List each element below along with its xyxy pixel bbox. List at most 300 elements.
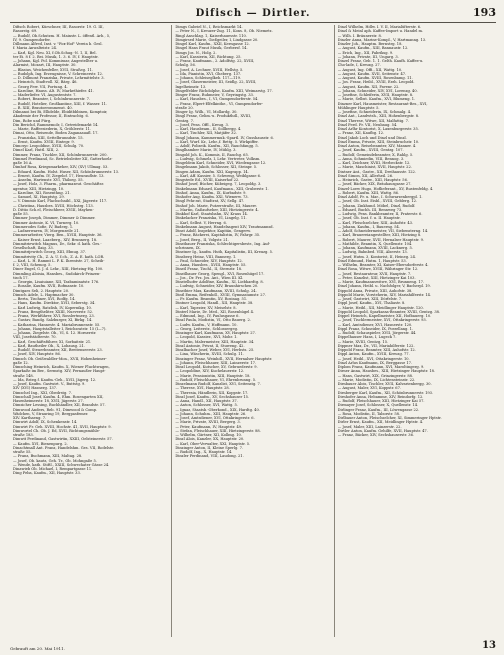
directory-entry: Dinzler Anna, Marine-Kompl., V, Hartmanng. 13. xyxy=(337,37,427,42)
directory-entry: Dingold Joh. K., Kommis, II, Rauchg. 65. xyxy=(175,152,249,157)
directory-entry: — Karl, Tapezier, XV, Meiselstr. 8. xyxy=(175,305,237,310)
directory-entry: — Fr. Kaufm. Beamtin, XV, Rosinag. 51. xyxy=(175,297,248,301)
directory-entry: Dimwirt Fr. Geh. XVIII, Hochstr. 41, XVII, Hauptstr. 9. xyxy=(13,424,112,429)
directory-entry: Dinstl Franz, Tischl., II, Sternstr. 18. xyxy=(175,267,243,272)
directory-entry: — D. Dillmont Franziska, Private, Lehrmittelstr. 3. xyxy=(13,76,105,80)
directory-entry: — Wende, kath. Stiftl., XXIII, Schwechater Gässe 24. xyxy=(13,462,110,467)
directory-entry: — Kaiser Ernst, Laaeberg., XIV, Brunnerg. 18. xyxy=(13,237,98,242)
directory-entry: Dimgs Jos. N., Holg. 2. xyxy=(175,50,217,55)
directory-entry: Dinstbauer Franziska, Schlechtigersbestr., Ing. Auf- xyxy=(175,241,270,246)
directory-entry: — Theresia, Händlerin, XII, Koppstr. 17. xyxy=(175,390,249,395)
directory-entry: Dinzl Wilhelm, Hdlw. I. V. II, Marialüfterstr. 6. xyxy=(337,25,422,29)
directory-entry: — Ludwig, Schneider, XIV, Braunhirschen 20. xyxy=(175,284,259,289)
directory-entry: — Karl, Bautheiler Ob., X, Lobausg. 21. xyxy=(13,343,85,348)
directory-entry: — Marie, Pensionistin, XIII, Hauptstr. 18. xyxy=(175,373,251,378)
directory-entry: — Marie, Raffeesiederin, X, Gröhlerstr. 11. xyxy=(13,127,92,131)
directory-entry: — Marie, XVIII, Gentzg. 15. xyxy=(337,339,389,344)
directory-entry: Dirnhofer Anna, Hebamme, XIV, Reindorfg. 12. xyxy=(337,394,424,399)
directory-entry: — Rudolf, Steuerbeamter, XII, Breitenseerstr. 23. xyxy=(13,348,103,352)
directory-entry: Dimmel Ferdinand, Sc. Betriebsleiter XII, Gatterhoelz- xyxy=(13,156,113,161)
directory-entry: Cho-lade, I, Kreuzg. 27. xyxy=(337,63,381,68)
directory-entry: Dinzl Arlus Kaufmann, IX, Berggasse 17. xyxy=(337,360,413,365)
directory-entry: gaße 16 A. xyxy=(13,161,33,165)
directory-entry: Dinzinger Anton, II, Kleine Sperlg. 7. xyxy=(175,445,244,450)
directory-entry: — Karl, L. H. Rammt L. P. K. Ihrentstr. 27, Scheib- xyxy=(13,258,105,263)
directory-entry: Dinzl Edmund, Hutm. 1, Hauptstr. 53. xyxy=(337,258,407,263)
directory-entry: straße 20. xyxy=(175,105,194,110)
directory-entry: Ringl Anschlag. 1, Kaiserhauesstr. 110. xyxy=(175,33,247,38)
directory-entry: — Josef, Gastwirt, XIII, Dörfelstr. 7. xyxy=(337,297,403,301)
directory-entry: — Johann, Fleischhauer, XIII, Lainzerstr. 17. xyxy=(175,360,257,365)
directory-entry: Dippel Heinrich, Kapellmeister, XII, Hofbauerg. 10. xyxy=(337,314,432,318)
directory-entry: agentur, XIII, Hietzingg. 10. xyxy=(13,186,65,191)
directory-entry: Dimwirt Adolf, IX, Schenkenstr. 14. xyxy=(13,420,78,425)
directory-entry: Dippold Franz, Beamter, XIII, Auhofstr. 12. xyxy=(337,348,416,352)
directory-entry: Dinzl Johann, Heibl. u. Nachfolger, V, Bacherpl. 19. xyxy=(337,284,431,289)
directory-entry: — Hans, Gastwirt, XIX, Grinzingerstr. 88. xyxy=(337,373,414,378)
directory-entry: Dimsch Ob. Geißwaldler-Mon., XVII, Hohenheimer- xyxy=(13,356,107,361)
directory-entry: Dingl Johann, Kammermuk.-Spartl. IV, Gusshausstr. 6. xyxy=(175,135,274,140)
directory-entry: — Josef, Ob. Inst. f. u. II. Hauptstr. xyxy=(337,216,401,221)
directory-entry: Din Berichd, Rammemolr, I, Getreidemarkt 14. xyxy=(13,122,99,127)
directory-entry: — Anton, Schlosser, XVI, Wattg. 5. xyxy=(175,403,238,408)
directory-entry: — August, Kaufm. XVIII, Rosenbamg. 11. xyxy=(337,76,413,80)
directory-entry: Dinger Franz, Ruhmeier, V, Geyringstg. 33. xyxy=(175,93,254,97)
directory-entry: Dimmitrivity Ch., Z. A. U. f.ch., Z. A. E. kath. LOR. xyxy=(13,254,105,259)
directory-entry: Dinachtmall Ant. Franz, Handelshm. Ges. VII, Rodelstr. xyxy=(13,445,114,450)
directory-entry: — Karl, Brauereiangestellter, XIII, Hietzing 8. xyxy=(337,233,422,238)
directory-entry: — Karl, Kassierin, XII, Richtung. 25. xyxy=(175,54,242,59)
directory-entry: Rasorstg. 69. xyxy=(13,29,38,34)
directory-entry: — Anselm, Hartenstr. XVI, Thiloeg. 55. xyxy=(13,178,84,182)
directory-entry: — Karl, Selbst. V, Herrng. 6. xyxy=(175,220,227,225)
directory-entry: — Blasius, Weichenfeller, XVII, Straßeg. 11. xyxy=(13,67,93,72)
directory-entry: — Franz, XII, Kaufbg. 12. xyxy=(337,131,384,136)
directory-entry: Dippl Franz, Schneider, IX, Porzellang. 1. xyxy=(337,326,414,331)
directory-entry: — Josef, A. Lechner, XVIII, Hellstg. 5. xyxy=(175,67,244,72)
directory-entry: Dimwortel Ch. Ob. J. Ed, XVII, Richtungsmühle- xyxy=(13,428,100,433)
directory-entry: Dimmer Antonie, K. VI, Turnerg. 10. xyxy=(13,220,80,225)
directory-entry: Dinstlbauer Georg, Spengl., XVI, Rosenhügel 17. xyxy=(175,271,265,276)
directory-entry: — Edmund, Ing., IV, Paulusgasse 6. xyxy=(175,314,240,318)
directory-entry: Dillmann Alfred, Inst. v. "Fox-Hof" Verein b. Gesl. xyxy=(13,42,103,46)
directory-entry: — Erich, Ing., XII, Fabriksg. 9. xyxy=(337,50,394,55)
directory-entry: — Eduard, Kaufm. Holst. Huser, XII, Schönbrunnerstr. 13. xyxy=(13,169,119,174)
directory-entry: Dinterl Marie, Dr. Med., XII, Rosenhügel 4. xyxy=(175,309,254,314)
directory-entry: — Franz, Bäckerei, Kapitalistin, IV, Fahrgr. 35. xyxy=(175,233,261,238)
directory-entry: — Ernest, Kaufm. IV, Ziegelof. 17, Heurauflstr. 13. xyxy=(13,173,105,178)
directory-entry: Dimschall Josef, Kaufm. 4, Ehm. Rosengarten XII, xyxy=(13,394,104,399)
directory-entry: Dinstbier Max, Kaufmann, XVIII, Schulg. 24. xyxy=(175,288,257,293)
directory-entry: — Karl, Geschäftsführer, XI, Sorbaitstr. 21. xyxy=(13,339,92,344)
directory-entry: — Rosa, Modistin, II, Taborstr. 58. xyxy=(337,411,401,416)
directory-entry: Dippold Leopold, Sparkassa-Beamter, XVIII, Gentzg. 38. xyxy=(337,309,441,314)
directory-entry: Dinzler Joh., Hauptm. Bernstrg. 18. xyxy=(337,42,403,46)
directory-entry: — Rudolph, Ing. Erzeugnisse, V. Schreinerstr. 12. xyxy=(13,71,103,76)
directory-entry: Dinhof, Anna, Kaufm., IX, Kurbadstr. 9. xyxy=(175,190,247,195)
column-1 xyxy=(10,25,172,637)
directory-entry: — Robert, Maurer, XVII, Hernalser Hauptstr. 9. xyxy=(337,237,425,242)
directory-entry: Dimschel Ing., XXI, Obedrstg. 7. xyxy=(13,390,73,395)
directory-entry: Dimsch Adele, L. Haptmacher 30. xyxy=(13,292,75,297)
directory-entry: XIV. Karthaeng. 7. xyxy=(13,416,47,420)
directory-entry: — Josef, Hutm. 3, Kontorist, II, Heineg. 24. xyxy=(337,254,417,259)
directory-entry: — Lina, Wäscherin, XVIII, Schulg. 11. xyxy=(175,352,244,357)
directory-entry: — Jos. Franz, Heibl., XVIII, Erzh. Leopold. xyxy=(337,80,415,85)
directory-entry: — Josef, Ob. kautz, Geh. Tr., Ob. Mohngaße 5. xyxy=(13,458,97,463)
directory-entry: — Johann, Schuhm., XIII, Hauptstr. 26. xyxy=(175,411,247,416)
directory-entry: — Adolf, Schneidermeister, VII, Siebensterng. 14. xyxy=(337,229,429,233)
directory-entry: — Johann, Zinkhund. Möbel, Dinzl, Rudolf. xyxy=(337,203,416,208)
directory-entry: Dinkelacker Franziska, VI, Lingelg. 11. xyxy=(175,216,247,221)
directory-entry: Dimtgaes Seli, 2. Hauptstr. 20. xyxy=(13,288,70,293)
directory-entry: — Samuel, XI, Hauptstg. 29. xyxy=(13,195,65,199)
directory-entry: Dinzl Paula, Modistin, VI, Otto Bauerg. 2. xyxy=(175,318,251,323)
directory-entry: — Martin, Gaßaufseher, XIII, Hietzingerstr. 4. xyxy=(175,207,259,212)
directory-entry: — Josef, Pens. Offl., Kreug. 3. xyxy=(175,122,229,127)
directory-entry: Dirtler Anton, Kaufm. Gehilfe, XVII, Hauptstr. 47. xyxy=(337,428,428,433)
directory-entry: Difisch Robert, Kürschner, III, Rasorstr. 19. G. III, xyxy=(13,25,104,29)
directory-entry: Dimmitrijewitch Georg, XIII, Ebnug. 37. xyxy=(13,250,87,255)
directory-entry: — Josef, Amtsdiener, XVI, Ottakringerstr. 6. xyxy=(175,416,255,420)
page-header xyxy=(10,6,496,20)
directory-entry: Akademie der Professor, II, Eintrachtg. 6. xyxy=(13,114,89,119)
directory-entry: — Marie, Kaufmannswitwe, XVI, Brunneng. 17. xyxy=(337,280,425,284)
directory-entry: — Wilhelm, Beamter, XI, Kaiser-Ebersdorferstr. 4. xyxy=(337,263,429,267)
directory-entry: Gesellschaft, Ilaig. 33. xyxy=(13,246,54,250)
directory-entry: — Franz, Kaufmann., 2. Adolfstg. 22, XVIII, xyxy=(175,59,255,63)
directory-entry: — Josefine, Schleiferin, XVII, Hauptstr. 8. xyxy=(337,93,414,97)
directory-entry: — Franz, Werkführer, XVI, Rosslertmerg. 23. xyxy=(13,314,95,318)
directory-entry: — Stefan, Fleischhauer, XIII, Hietzingerstr. 88. xyxy=(175,428,261,433)
directory-entry: — Ludwig, Pens. Bankbeamter, II, Praterstr. 6. xyxy=(337,212,423,216)
directory-entry: — Josef, Kaufm. Gastwirt. V., Buttstg. 9. xyxy=(13,382,86,386)
directory-entry: Dirler Ernst, Kaufm., XII, Meidlinger Hptstr. 4. xyxy=(337,420,424,425)
directory-entry: — Ludwig, Schmelz, I, Lehr. Vertreter, Volksm. xyxy=(175,156,261,161)
directory-entry: — Josef, Kaufm., XVIII, Gentzg. 107. xyxy=(337,148,404,153)
directory-entry: — Karl, Hausbes., I, VI, Gumpendorferstr. 54. xyxy=(175,97,259,102)
directory-entry: Dinhof Joh. Marie, Putzerstraße, III, Mauerr. xyxy=(175,203,257,208)
directory-entry: straße 55. xyxy=(13,450,32,454)
directory-entry: Dinzl Arlhr Kontorist, X, Laxenburgerstr. 35. xyxy=(337,127,419,131)
directory-entry: — Josefine, Schneiderin, IX, Schmalg. 4. xyxy=(337,110,412,114)
directory-entry: Alarmist, Mozart, III, Hauptstr. 30. xyxy=(13,63,77,68)
directory-entry: Dimmer, Franz, Tischler, XII, Schönbrunnerstr. 200. xyxy=(13,152,108,157)
directory-entry: Dippelhauser Hans, I, Lugeck 7. xyxy=(337,335,397,340)
directory-entry: f. 2, VIII, Schenog. 5. xyxy=(13,263,52,267)
directory-entry: Dingel Karl, Kaufm., XXII, Kerngasse 12. xyxy=(175,42,250,46)
imprint-note: Gebrauft am 20. Mai 1911. xyxy=(10,646,65,651)
directory-entry: Wädchen, V, Strauring 19, Bergpasfemer. xyxy=(13,411,89,416)
directory-entry: Dinzl Adolf, Fr. u. Mar., I. Schwarzenbergpl. 1. xyxy=(337,195,423,199)
directory-entry: Dirnberger Karl, Kaufm., XII, Schönbrunnerstr. 193. xyxy=(337,390,434,395)
directory-entry: Dinkelmann August, Handelsagent XIV, Trautmannsd. xyxy=(175,224,274,229)
directory-entry: Dimmitriewitch Magnus, Dr., Sekr. d. kath. Ges.- xyxy=(13,241,102,246)
directory-entry: — Karl Ludwig, Ratzlish, IV, Kopernikg. 10. xyxy=(13,305,92,310)
directory-entry: — Josef, Tischlermeister, XVI, Ottakringerstr. 93. xyxy=(337,318,427,323)
directory-entry: Dippold Marie, Vorsteherin, XIV, Mariahilferstr. 14. xyxy=(337,292,432,297)
directory-entry: — Johann, Kgl. Pol. Kommissar, Angestellter u. xyxy=(13,59,99,63)
directory-entry: Dinzl Ant., Landwtsh., XIII, Hohenbergstr. 8. xyxy=(337,114,420,119)
directory-entry: — Ladnerwaren, IV, Morgenzeile 21. xyxy=(13,229,80,233)
directory-entry: Dinzl & Meinl aph. Kaffee-Import u. Handel m. xyxy=(337,29,424,34)
directory-entry: — Josef, XIV, Hauptstr. 86. xyxy=(13,352,61,357)
directory-entry: Dinsberg Heinz, VIII, Bannerg. 1. xyxy=(175,254,237,259)
directory-entry: — Franz, Buchmann, XIII, Maltag. 28. xyxy=(13,454,83,459)
directory-entry: — Ernst, Kaufm. XVIII, Eintegr. 9. xyxy=(13,139,75,144)
directory-entry: — Franz, Bengtheliter, XXIII, Nueverstr. 52. xyxy=(13,309,94,314)
directory-entry: — Heinrich, Gastw., XIII, Hauptstr. 56. xyxy=(337,178,409,182)
directory-entry: — August, Maler, XVI, Koppstr. 67. xyxy=(337,386,402,391)
directory-entry: Ingelheimstr. 13. xyxy=(175,84,207,89)
directory-entry: — Karl, Fleischselcher, XIII, Auhofstr. 43. xyxy=(337,220,414,225)
directory-entry: VIII, Josefstädterstr. 70. xyxy=(13,335,57,340)
directory-entry: tisch 17. xyxy=(13,275,29,280)
directory-entry: — Josef, Glasermeister, III, Seidlg. 22, XVIII, xyxy=(175,80,257,85)
directory-entry: — Johann, Schneider, XIV, XVI, Lorenzg. 40. xyxy=(337,88,418,93)
directory-entry: — Karl, Hausbeam., II, Sollbergg. 4. xyxy=(175,127,242,131)
directory-entry: Dinhofer Aug. Kaufm. XXI, Wienerw. 73. xyxy=(175,195,249,199)
directory-entry: — Katharina, Hannestr. 4. Mariabrunnenstr. 55. xyxy=(13,322,101,327)
directory-entry: — Robert, Kaufm. XIII, Wattg. 86. xyxy=(337,190,400,195)
directory-entry: — Ida, Rsteg.f. Kaufm.-Geh., XVII, Jägerg. 12. xyxy=(13,377,97,382)
directory-entry: Gentzg. 7. xyxy=(175,118,194,123)
directory-entry: — Rudolf, Schauspieler, XVII, Jörgerstr. 44. xyxy=(337,331,417,335)
column-2 xyxy=(172,25,334,637)
directory-entry: Dinzel Franz, Geb. 1. 1. Gelth. Kaufh. Kaffee-u. xyxy=(337,59,424,63)
directory-entry: — Leopoldine, XIV, Kuchelauerstr. 12. xyxy=(175,369,245,374)
directory-columns xyxy=(10,25,496,637)
directory-entry: Dingen Adam, Kaufm. XXI, Kagrapp. 14. xyxy=(175,169,249,174)
directory-entry: Dinzl Emma, Private, XIII, Steinbruchstr. 10. xyxy=(337,139,420,144)
directory-entry: Dinst Adolf, Inspektor, Kapitän, Gengerw. xyxy=(175,229,251,233)
directory-entry: — Karl, Zeichner, XVIII, Herbeckstr. 12. xyxy=(337,161,411,165)
page-footer xyxy=(10,639,496,651)
directory-entry: ter Ei. 8 f. 2. Bei. Musik, 1. 3. 6. IV, f. Hauptstr. xyxy=(13,54,99,59)
directory-entry: — Martin, Malermeister, XIII, Hauptstr. 34. xyxy=(175,339,255,344)
directory-entry: Dinawieb Ob. Michael, I, Rempartgasse 11. xyxy=(13,467,93,471)
directory-entry: — Peter, Kanzlist, XIII, Hietzinger Kai 103. xyxy=(337,275,416,280)
directory-entry: — Marie, Maschinist, XVII, Hauptstr. 22. xyxy=(337,165,412,170)
directory-entry: D. Dittio Sch.el, Fleischbeer, XVIII, Mayhen- xyxy=(13,207,94,212)
directory-entry: — Peter N., I, Kreuzer-Zug. 11, Kons. 8, Ob. Niemetz. xyxy=(175,29,273,34)
directory-entry: — Anna, Handl., XII, Hauptstr. 37. xyxy=(175,399,238,403)
directory-entry: gaße 55. xyxy=(13,212,29,216)
directory-entry: Dim, Robe und Fürg. xyxy=(13,118,52,123)
directory-entry: Dinzl Therese, Witwe, XII, Malfattig. 7. xyxy=(337,118,410,123)
directory-entry: — Georg, Leiterstr., Schlossergeg. xyxy=(175,326,239,331)
directory-entry: — Therese, XVI, Hauptstr. 28. xyxy=(175,386,230,391)
directory-entry: — Karoline, Hauss. Alt. IV, Markethiefer. 41. xyxy=(13,88,94,93)
directory-entry: — Karl, Kgl. Neu. XI, f.Ob.Schug.-N. 1, II, Bel. xyxy=(13,50,97,55)
directory-entry: — Berta, Tischner, XVI, Rodfg. 14. xyxy=(13,297,76,301)
directory-entry: — Josef, Bäcker, XIX, Bräuhausgasse 27. xyxy=(337,182,412,187)
directory-entry: — Rudolf, Fleischhauer, VI, Ehrenbrunng. 5. xyxy=(175,377,257,382)
directory-entry: gaße 12. xyxy=(13,360,29,365)
directory-entry: — Johann, Private, III, Ungarg. 3. xyxy=(337,54,399,59)
directory-entry: Dimgs Gabriel N., I, Reichsmarkt 14. xyxy=(175,25,243,29)
directory-entry: — Jos., Dr. Frz. Jos. Ant., Wien III. Kl. xyxy=(175,275,244,280)
directory-entry: Dinzner Karl, Hausmeister, Restaurant-Bes., XVI, xyxy=(337,101,428,106)
directory-entry: Dingelfelder Richdolphe, Kaufm. XIII, Weimarstg. 17. xyxy=(175,88,273,93)
directory-entry: Dimsching Heinrich, Kaufm. X, Wiener Fluchtwagen, xyxy=(13,365,110,369)
directory-entry: — Karl, Aff. Kassier, 5. Schweng, Weiblgasse 6. xyxy=(175,173,262,178)
directory-entry: schrinnen, IX. xyxy=(175,246,201,250)
directory-entry: — Johann, Schleiseglkeb. 117—119. xyxy=(175,76,242,80)
directory-entry: Dintner Leopold, Handl., XII, Hauptstr. 38. xyxy=(175,301,254,306)
directory-entry: Dimwood Anders, Reb. 91, Dimwood & Comp. xyxy=(13,407,98,412)
directory-entry: — Marie, Private, XVIII, Bergerg. 3. xyxy=(175,420,241,425)
directory-entry: Dinzlbacher Josef, Weber, XVI, Herbsts. 25. xyxy=(175,348,255,352)
column-3 xyxy=(335,25,496,637)
directory-entry: Dingl Franz, Gelim.-u. Produkthdl., XVIII, xyxy=(175,114,252,119)
directory-entry: — Franz, Elpert-Elfelkinthe., VI, Gumpendorfer- xyxy=(175,101,264,106)
directory-entry: Ding Feba, Kaufm., XII, Hauptstr. 33. xyxy=(13,471,81,476)
directory-entry: Dinzl Antonie, Privat, II, Stuweng. 42. xyxy=(175,343,245,348)
directory-entry: Dinkhof Karl, Staatsbahn, XV, Kraus 14. xyxy=(175,212,248,216)
directory-entry: Dinzl Josef, Kaufm., XV, Sechshauser 15. xyxy=(175,394,250,399)
directory-entry: — Eduard, Buchh. III, Rennweg 73. xyxy=(337,207,403,212)
directory-entry: — Johann, Hauptstalleiter I, Reichsratstr. 15 (I—7). xyxy=(13,326,107,331)
directory-entry: — Gustav, Bandg. Salzburger, XI, Birkg. 14. xyxy=(13,318,93,323)
directory-entry: — Rosalie, Kaufm. XVII, Rofmanstr. 10. xyxy=(13,284,85,289)
directory-entry: — Josef, Maler, XIII, Lainzerstr. 22. xyxy=(337,424,402,429)
directory-entry: — V. Dimmio Karl, Flachschnibl., XXI, Jägerstr. 117. xyxy=(13,199,108,204)
directory-entry: XIV (XVI) Hasnerg. 137. xyxy=(13,386,58,391)
directory-entry: — Rudolf, Gemeindebeamter, X, Rahlg. 5. xyxy=(337,152,414,157)
directory-entry: — Anna, Schmiedin, VIII, Bennog. 3. xyxy=(337,156,405,161)
directory-entry: — Christina, Hausbes. XVIII, Höchstrg. 113. xyxy=(13,203,94,208)
directory-entry: — Josef, Berg., II, Volgstr. 21. xyxy=(175,237,229,242)
signature-mark: 13 xyxy=(482,640,496,651)
directory-entry: — Wilhelm, Gärtner, XII, Kollmg. 10. xyxy=(175,433,242,437)
directory-entry: — Josef, Heibl., XVI, Ottakringerstr. 10. xyxy=(337,356,410,361)
directory-entry: Dintner Ant., Gastw., XII, Dreihausstr. 122. xyxy=(337,169,416,174)
directory-entry: — Karl, Tischler, XII, Matjäfer 32. xyxy=(175,131,237,136)
directory-entry: Dimmerodes Sofie, IV, Baderg. 1. xyxy=(13,224,74,229)
directory-entry: Dimmer Joseph, Dimmer, Dimmer & Dimmer. xyxy=(13,216,96,221)
directory-entry: Dippner Max, Dr., VII, Mariahilferstr. 122. xyxy=(337,343,415,348)
directory-entry: Dinzl Anton, Reisebeamter, XIV, Manner. 4. xyxy=(337,144,417,148)
directory-entry: — Marie, Modistin, IX, Lichtensteinstr. 22. xyxy=(337,377,416,382)
directory-entry: Dimel Karl, Huttl. XIII, 2. xyxy=(13,148,60,153)
directory-entry: Diner Engel, G. J. d. Lehr., XIII, Hietzing-Hg. 100. xyxy=(13,267,104,272)
directory-entry: — Johann, Kaufm., I, Bauerng. 54. xyxy=(337,224,400,229)
directory-entry: — Ludw. Kaufm., V, Hoffmann. 10. xyxy=(175,322,238,327)
directory-entry: — Rudolf, Ing., X, Hauptstr. 14. xyxy=(175,450,233,454)
directory-entry: — Georgin, Lisaiuiane, XII, Tazbaminatstr. 176. xyxy=(13,280,100,284)
directory-entry: — Johann, Kaufmann, XVIII, Lacknerg. 5. xyxy=(337,246,413,250)
directory-entry: — Rudolf, Hotelier, Großkantine, XIII, f. Wasser. 11. xyxy=(13,101,108,106)
directory-entry: straße 183. xyxy=(13,433,34,437)
directory-entry: straße 148. xyxy=(13,373,34,378)
directory-entry: — August, Kaufm., XIII, Bannaustr. 12. xyxy=(337,46,409,51)
directory-entry: — Anna, Hausbes., XVIII, Hauptstr. 55. xyxy=(175,263,247,267)
page-number: 193 xyxy=(473,6,496,19)
directory-entry: — Robert, Beamter, I, Schönbrunnerstr. 7. xyxy=(13,97,91,102)
directory-entry: Dinkelmann Eduard, Kaufmann., XIII, Gruberstr. 1. xyxy=(175,186,269,191)
directory-entry: — Karl, Ober-Verwalter, XXI, Hauptstr. 5. xyxy=(175,441,251,446)
directory-entry: Dippl Josef, Kaufm., XVI, Thaliastr. 8. xyxy=(337,301,406,306)
directory-entry: Dinzl Simon, XII, Allerheil. 26. xyxy=(337,173,394,178)
directory-entry: Dirnbauer Alois, Tischler, XVII, Kalvarienbergg. 30. xyxy=(337,382,432,386)
directory-entry: Dinzl Jakob Loch und Dinzl und Dinzl. xyxy=(337,135,407,140)
directory-entry: Dinzl Alois, Kanzler, XX, Hauptstr. 20. xyxy=(175,437,245,442)
directory-entry: Schulg. 56. xyxy=(175,63,196,68)
directory-entry: — Maderliefer. VI, Augustentstr. 7. xyxy=(13,93,77,97)
directory-entry: IV, 9. Gumpendorfer. xyxy=(13,37,51,42)
directory-entry: Hasenheimerstr. 18, XVII, Jägerstr. 27. xyxy=(13,399,84,403)
directory-entry: Dilmanoi bei Bi, Ellidelde, Ebiditbbbinen, Komptoir, xyxy=(13,110,108,114)
directory-entry: Dimsicher Lessing, Buchhändler, XII, Brandstr. 57. xyxy=(13,403,106,408)
directory-entry: Dirlbauer Anton, Fleischselcher, XI, Simmeringer Hptstr. xyxy=(337,416,442,420)
directory-entry: — Hans, Kaufm. Direktor, XVII, Seberstg. 34. xyxy=(13,301,96,306)
directory-entry: f. Maria Anwalteistr. 24. xyxy=(13,46,58,51)
directory-entry: Dippl Anton, Kaufm., XVIII, Kreuzg. 77. xyxy=(337,352,410,357)
directory-entry: — Rudolf, Fleischhauer, XIII, Hietzinger Kai 57. xyxy=(337,399,425,403)
directory-entry: — Ignaz, Staatsb.-Oberkond., XIX, Hardtg. 40. xyxy=(175,407,260,412)
directory-entry: Dinzinger Karl, Kaufmann, XV, Hauptstr. 27. xyxy=(175,331,256,335)
directory-entry: Dingstede Ed., XVIII, Kaiserhof 22. xyxy=(175,178,240,182)
directory-entry: — Karl, Amtsdiener, XVI, Hasnerstr. 120. xyxy=(337,322,413,327)
directory-entry: Dingeldein Karl, Schneider, XVI, Wiedengasse 12. xyxy=(175,161,267,165)
running-title: Difisch — Dirtler. xyxy=(195,7,311,19)
directory-entry: — August, Kaufm. XII, Favenr. 22. xyxy=(337,84,400,89)
directory-entry: — Franz, Bäcker, XIV, Sechshauserstr. 36. xyxy=(337,433,415,437)
directory-entry: Dinhof Josef, Bücher, Kübeigeg. 7, Leopoldg. 3. xyxy=(175,182,262,187)
directory-entry: — Wilh. I. Bräunerstr. 8. xyxy=(337,33,382,38)
directory-entry: Dirlinger Franz, Kaufm., III, Löwengasse 22. xyxy=(337,407,420,412)
directory-entry: Dimmerarbeiter, Vierg. Ben., XVIII, Hauptstr. 36. xyxy=(13,233,103,238)
directory-entry: Dinstner Ig., kaufm. Huth, Kapitalistin, III, Kreuzg. 5. xyxy=(175,250,274,255)
directory-entry: — Kaufm. XVI, Bienenpurg. 2. xyxy=(13,441,68,446)
directory-entry: — R. XIII, Brautoerommenst. 40. xyxy=(13,105,73,110)
directory-entry: — Josef, Holz, 3. Pharm., pharmazeut. Geschäftsr. xyxy=(13,182,104,187)
header-rule xyxy=(10,22,496,23)
directory-entry: — August, Kaufm. XVII, Seitenstr. 47. xyxy=(337,71,407,76)
directory-entry: Dimai, Otto, Reisende, Boden Zaganaauafl. 17. xyxy=(13,131,99,136)
directory-entry: Dinzel-Loew Hugo, Hoflieferant., XV, Rustenfeldg. 4. xyxy=(337,186,434,191)
directory-entry: Dimgirsed Marie, Gießgeiler, I, Lindgasse 20. xyxy=(175,37,259,42)
directory-entry: — Rudolf, Ob.Schutzm. H. Mainstr. L. öffentl. Arb., 5, xyxy=(13,33,111,38)
directory-entry: Dinglhamber Marie, IV, Mühlg. 3. xyxy=(175,148,237,153)
directory-entry: — Ida, Pianistin, XVI, Gheberg. 137. xyxy=(175,71,242,76)
directory-entry: — Ludwig, Bahnbed. VIII, Alserstr. 13. xyxy=(337,250,408,255)
directory-entry: — Josef, Restaurateur, XVII, Hauptstr. 7. xyxy=(337,271,412,276)
directory-entry: Dirmayer Josef, Schlosser, X, Quellenstr. 14. xyxy=(337,403,419,408)
directory-entry: — Franziska, XIII, Settelbrunndstr. 15. xyxy=(13,135,84,140)
directory-entry: — Josef, Ob. Inst. Eisbl., XVIII, Geblerg. 12. xyxy=(337,199,418,204)
directory-entry: — August, Ing. Offi., XII, Wattg. 10. xyxy=(337,67,403,72)
directory-entry: Dinzl Rosa, Witwe, XVIII, Währinger Str. 12. xyxy=(337,267,419,272)
directory-entry: Dingl Fehr.rat, Stadtrat, XV, Sellg. 47. xyxy=(175,199,245,204)
directory-entry: Dinzinger Franz, Weinhdl., XVII, Hernalser Hauptstr. xyxy=(175,356,273,361)
directory-entry: Dintl Emma, Reifenhdl., XVIII, Gymnasiumstr. 27. xyxy=(175,292,267,297)
directory-entry: — Marie, Selbst. Kaufm., XVI, Blumeng. 1. xyxy=(337,97,416,102)
directory-entry: — Karoline, XII, Rosenthng. 21. xyxy=(13,190,71,195)
directory-entry: — Heinrich, Stadtvoll. XI, Bärg. 46. xyxy=(13,80,78,85)
directory-entry: — Paul, Schneider, XIV, Hauptstr. 12. xyxy=(175,258,243,263)
directory-entry: — Marie, Heibl., XII, Meidlinger Hauptstr. 120. xyxy=(337,305,424,310)
directory-entry: Dimmling Aloisia, Hansbes., Sudokirch-Prinzen- xyxy=(13,271,101,276)
directory-entry: Mühlinger Hauptstr. 5. xyxy=(337,105,380,110)
directory-entry: Sparkaße im Ber., Sermstg. XIV, Fernaußer Haupt- xyxy=(13,369,106,374)
directory-entry: — Adolf, Polizeik. Kaufm., XII, Rauchfangg. 5. xyxy=(175,144,259,148)
directory-entry: Dingel Hans Fraut Musik, Gerbersf. 14. xyxy=(175,46,248,51)
directory-entry: Dinstelhofer Adolfine, Kaufm., XI, Liebhardtg. 8. xyxy=(175,280,264,284)
directory-entry: — Mathilde, Beamtin, X, Quellenstr. 104. xyxy=(337,241,413,246)
directory-entry: Dirner Anna, Hausbes., XIII, Hietzinger Hauptstr. 18. xyxy=(337,369,436,374)
